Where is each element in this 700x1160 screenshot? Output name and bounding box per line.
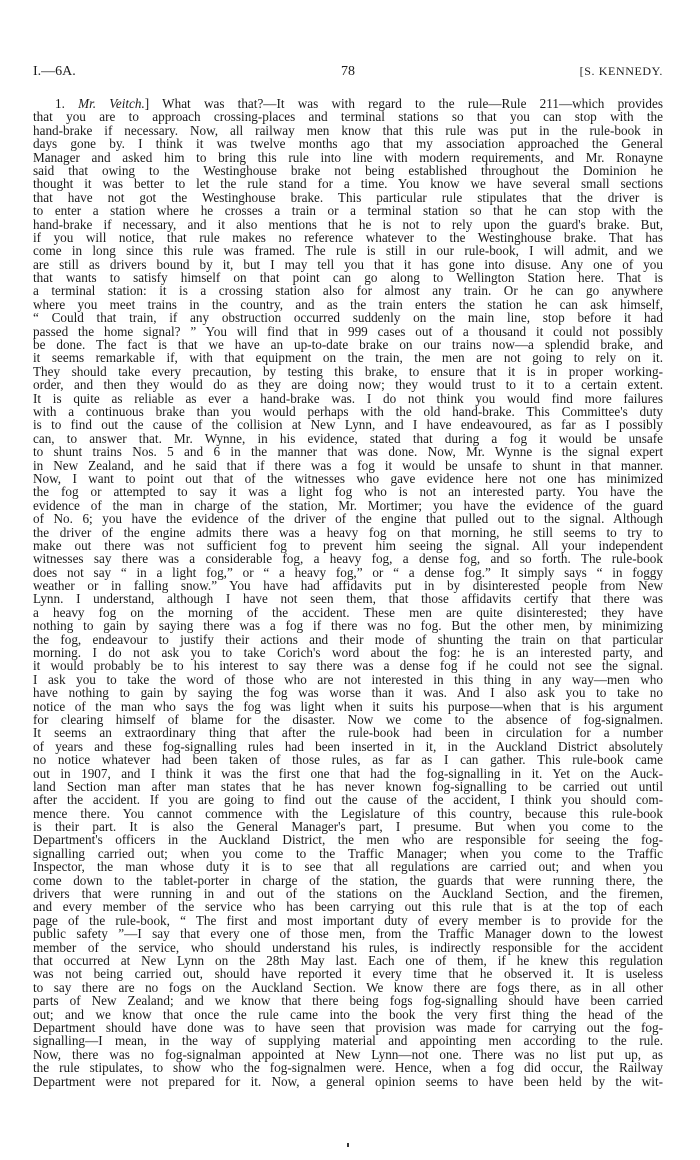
text-line: it seems remarkable if, with that equipment on the train, the men are not going to rely on it. <box>33 350 663 366</box>
text-line: drivers that were running in and out of the stations on the Auckland Section, and the firemen, <box>33 886 663 902</box>
text-line: hand-brake if necessary, and it also mentions that he is not to rely upon the guard's brake. But, <box>33 216 663 232</box>
text-line: be done. The fact is that we have an up-to-date brake on our trains now—a splendid brake, and <box>33 337 663 353</box>
text-line: land Section man after man states that he has never known fog-signalling to be carried out until <box>33 778 663 794</box>
text-line: make out there was not sufficient fog to prevent him seeing the signal. All your independent <box>33 537 663 553</box>
witness-name: [S. KENNEDY. <box>579 64 663 78</box>
text-line: the rule stipulates, to show who the fog-signalmen were. Hence, when a fog did occur, the Railway <box>33 1060 663 1076</box>
text-line: for clearing himself of blame for the disaster. Now we come to the absence of fog-signalmen. <box>33 711 663 727</box>
text-line: come in long since this rule was framed. The rule is still in our rule-book, I will admit, and we <box>33 243 663 259</box>
text-line: out in 1907, and I think it was the first one that had the fog-signalling in it. Yet on the Auck- <box>33 765 663 781</box>
text-line: that you are to approach crossing-places and terminal stations so that you can stop with the <box>33 109 663 125</box>
text-line: out; and we know that once the rule came into the book the very first thing the head of the <box>33 1006 663 1022</box>
text-line: of No. 6; you have the evidence of the driver of the engine that pulled out to the signal. Although <box>33 511 663 527</box>
text-line: are still as drivers bound by it, but I may tell you that it has gone into disuse. Any one of you <box>33 256 663 272</box>
text-line: the driver of the engine admits there was a heavy fog on that morning, he still seems to try to <box>33 524 663 540</box>
text-line: to say there are no fogs on the Auckland Section. We know there are fogs there, as in all other <box>33 979 663 995</box>
text-line: the fog or attempted to say it was a light fog who is not an interested party. You have the <box>33 484 663 500</box>
text-line: witnesses say there was a considerable fog, a heavy fog, a dense fog, and so forth. The rule-book <box>33 551 663 567</box>
page-header <box>33 64 663 82</box>
text-line: no notice whatever had been taken of those rules, as far as I can gather. This rule-book came <box>33 752 663 768</box>
text-line: does not say “ in a light fog,” or “ a heavy fog,” or “ a dense fog.” It simply says “ in foggy <box>33 564 663 580</box>
text-line: Manager and asked him to bring this rule into line with modern requirements, and Mr. Ronayne <box>33 149 663 165</box>
text-line: mence there. You cannot commence with the Legislature of this country, because this rule-book <box>33 805 663 821</box>
text-line: is to find out the cause of the collision at New Lynn, and I have endeavoured, as far as I possibly <box>33 417 663 433</box>
text-line: a heavy fog on the morning of the accident. These men are quite disinterested; they have <box>33 604 663 620</box>
text-line: They should take every precaution, by testing this brake, to ensure that it is in proper working- <box>33 363 663 379</box>
text-line: signalling carried out; when you come to the Traffic Manager; when you come to the Traffic <box>33 845 663 861</box>
document-reference: I.—6A. <box>33 64 76 79</box>
text-line: said that owing to the Westinghouse brake not being established throughout the Dominion he <box>33 162 663 178</box>
text-line: weather or in falling snow.” You have had affidavits put in by disinterested people from New <box>33 578 663 594</box>
text-line: member of the service, who should understand his rules, is indirectly responsible for the accident <box>33 939 663 955</box>
text-line: thought it was better to let the rule stand for a time. You know we have several small sections <box>33 176 663 192</box>
text-line: Lynn. I understand, although I have not seen them, that those affidavits certify that there was <box>33 591 663 607</box>
text-line: have nothing to gain by saying the fog was worse than it was. And I also ask you to take no <box>33 685 663 701</box>
text-line: a terminal station: it is a crossing station also for almost any train. Or he can go anywhere <box>33 283 663 299</box>
text-line: Inspector, the man whose duty it is to see that all regulations are carried out; and when you <box>33 859 663 875</box>
print-mark <box>347 1143 349 1147</box>
text-line: to enter a station where he crosses a train or a terminal station so that he can stop with the <box>33 203 663 219</box>
text-line: order, and then they would do as they are doing now; they would trust to it to a certain extent. <box>33 377 663 393</box>
text-line: that have not got the Westinghouse brake. This particular rule stipulates that the driver is <box>33 189 663 205</box>
text-line: I ask you to take the word of those who are not interested in this thing in any way—men who <box>33 671 663 687</box>
first-line-text: ] What was that?—It was with regard to the rule—Rule 211—which provides <box>144 96 663 111</box>
text-line: Department should have done was to have seen that provision was made for carrying out the fog- <box>33 1019 663 1035</box>
text-line: where you meet trains in the country, and as the train enters the station he can ask himself, <box>33 296 663 312</box>
text-line: hand-brake if necessary. Now, all railway men know that this rule was put in the rule-book in <box>33 122 663 138</box>
text-line: parts of New Zealand; and we know that there being fogs fog-signalling should have been carried <box>33 993 663 1009</box>
text-line: the fog, endeavour to justify their actions and their mode of shunting the train on that particular <box>33 631 663 647</box>
text-line: It seems an extraordinary thing that after the rule-book had been in circulation for a number <box>33 725 663 741</box>
text-line: can, to answer that. Mr. Wynne, in his evidence, stated that during a fog it would be unsafe <box>33 430 663 446</box>
text-line: nothing to gain by saying there was a fog if there was no fog. But the other men, by minimizing <box>33 618 663 634</box>
text-line: after the accident. If you are going to find out the cause of the accident, I think you should com- <box>33 792 663 808</box>
text-line: “ Could that train, if any obstruction occurred suddenly on the main line, stop before it had <box>33 310 663 326</box>
text-line: page of the rule-book, “ The first and most important duty of every member is to provide for the <box>33 912 663 928</box>
text-line: Department's officers in the Auckland District, the men who are responsible for seeing the fog- <box>33 832 663 848</box>
text-line: that occurred at New Lynn on the 28th May last. Each one of them, if he knew this regulation <box>33 953 663 968</box>
text-line: Now, I want to point out that of the witnesses who gave evidence here not one has minimized <box>33 470 663 486</box>
text-line: It is quite as reliable as ever a hand-brake was. I do not think you would find more failures <box>33 390 663 406</box>
page-number: 78 <box>341 64 355 79</box>
text-line: Now, there was no fog-signalman appointed at New Lynn—not one. There was no list put up, as <box>33 1046 663 1062</box>
text-line: signalling—I mean, in the way of supplying material and appointing men according to the rule. <box>33 1033 663 1049</box>
text-line: public safety ”—I say that every one of those men, from the Traffic Manager down to the lowest <box>33 926 663 942</box>
text-line: evidence of the man in charge of the station, Mr. Mortimer; you have the evidence of the guard <box>33 497 663 513</box>
text-line: if you will notice, that rule makes no reference whatever to the Westinghouse brake. That has <box>33 229 663 245</box>
speaker-name: Mr. Veitch. <box>78 96 145 111</box>
text-line: is their part. It is also the General Manager's part, I presume. But when you come to the <box>33 819 663 835</box>
text-line: passed the home signal? ” You will find that in 999 cases out of a thousand it could not possibly <box>33 323 663 339</box>
text-line: Department were not prepared for it. Now, a general opinion seems to have been held by the wit- <box>33 1073 663 1089</box>
text-line: and every member of the service who has been carrying out this rule that is at the top of each <box>33 899 663 915</box>
text-line: in New Zealand, and he said that if there was a fog it would be unsafe to shunt in that manner. <box>33 457 663 473</box>
text-line: it would probably be to his interest to say there was a dense fog if he could not see the signal. <box>33 658 663 674</box>
question-number: 1. <box>55 96 79 111</box>
text-line: of years and these fog-signalling rules had been inserted in it, in the Auckland District absolutely <box>33 738 663 754</box>
text-line: morning. I do not ask you to take Corich's word about the fog: he is an interested party, and <box>33 645 663 661</box>
text-line: days gone by. I think it was twelve months ago that my association approached the General <box>33 136 663 152</box>
text-line: with a continuous brake than you would perhaps with the old hand-brake. This Committee's duty <box>33 403 663 419</box>
text-line: that wants to satisfy himself on that point can go along to Wellington Station here. That is <box>33 270 663 286</box>
testimony-body <box>33 97 663 1088</box>
text-line: to shunt trains Nos. 5 and 6 in the manner that was done. Now, Mr. Wynne is the signal expert <box>33 444 663 460</box>
paragraph-first-line <box>33 97 663 110</box>
text-line: come down to the tablet-porter in charge of the station, the guards that were running there, the <box>33 872 663 888</box>
text-line: was not being carried out, should have reported it every time that he observed it. It is useless <box>33 966 663 982</box>
text-line: notice of the man who says the fog was light when it suits his purpose—when that is his argument <box>33 698 663 714</box>
